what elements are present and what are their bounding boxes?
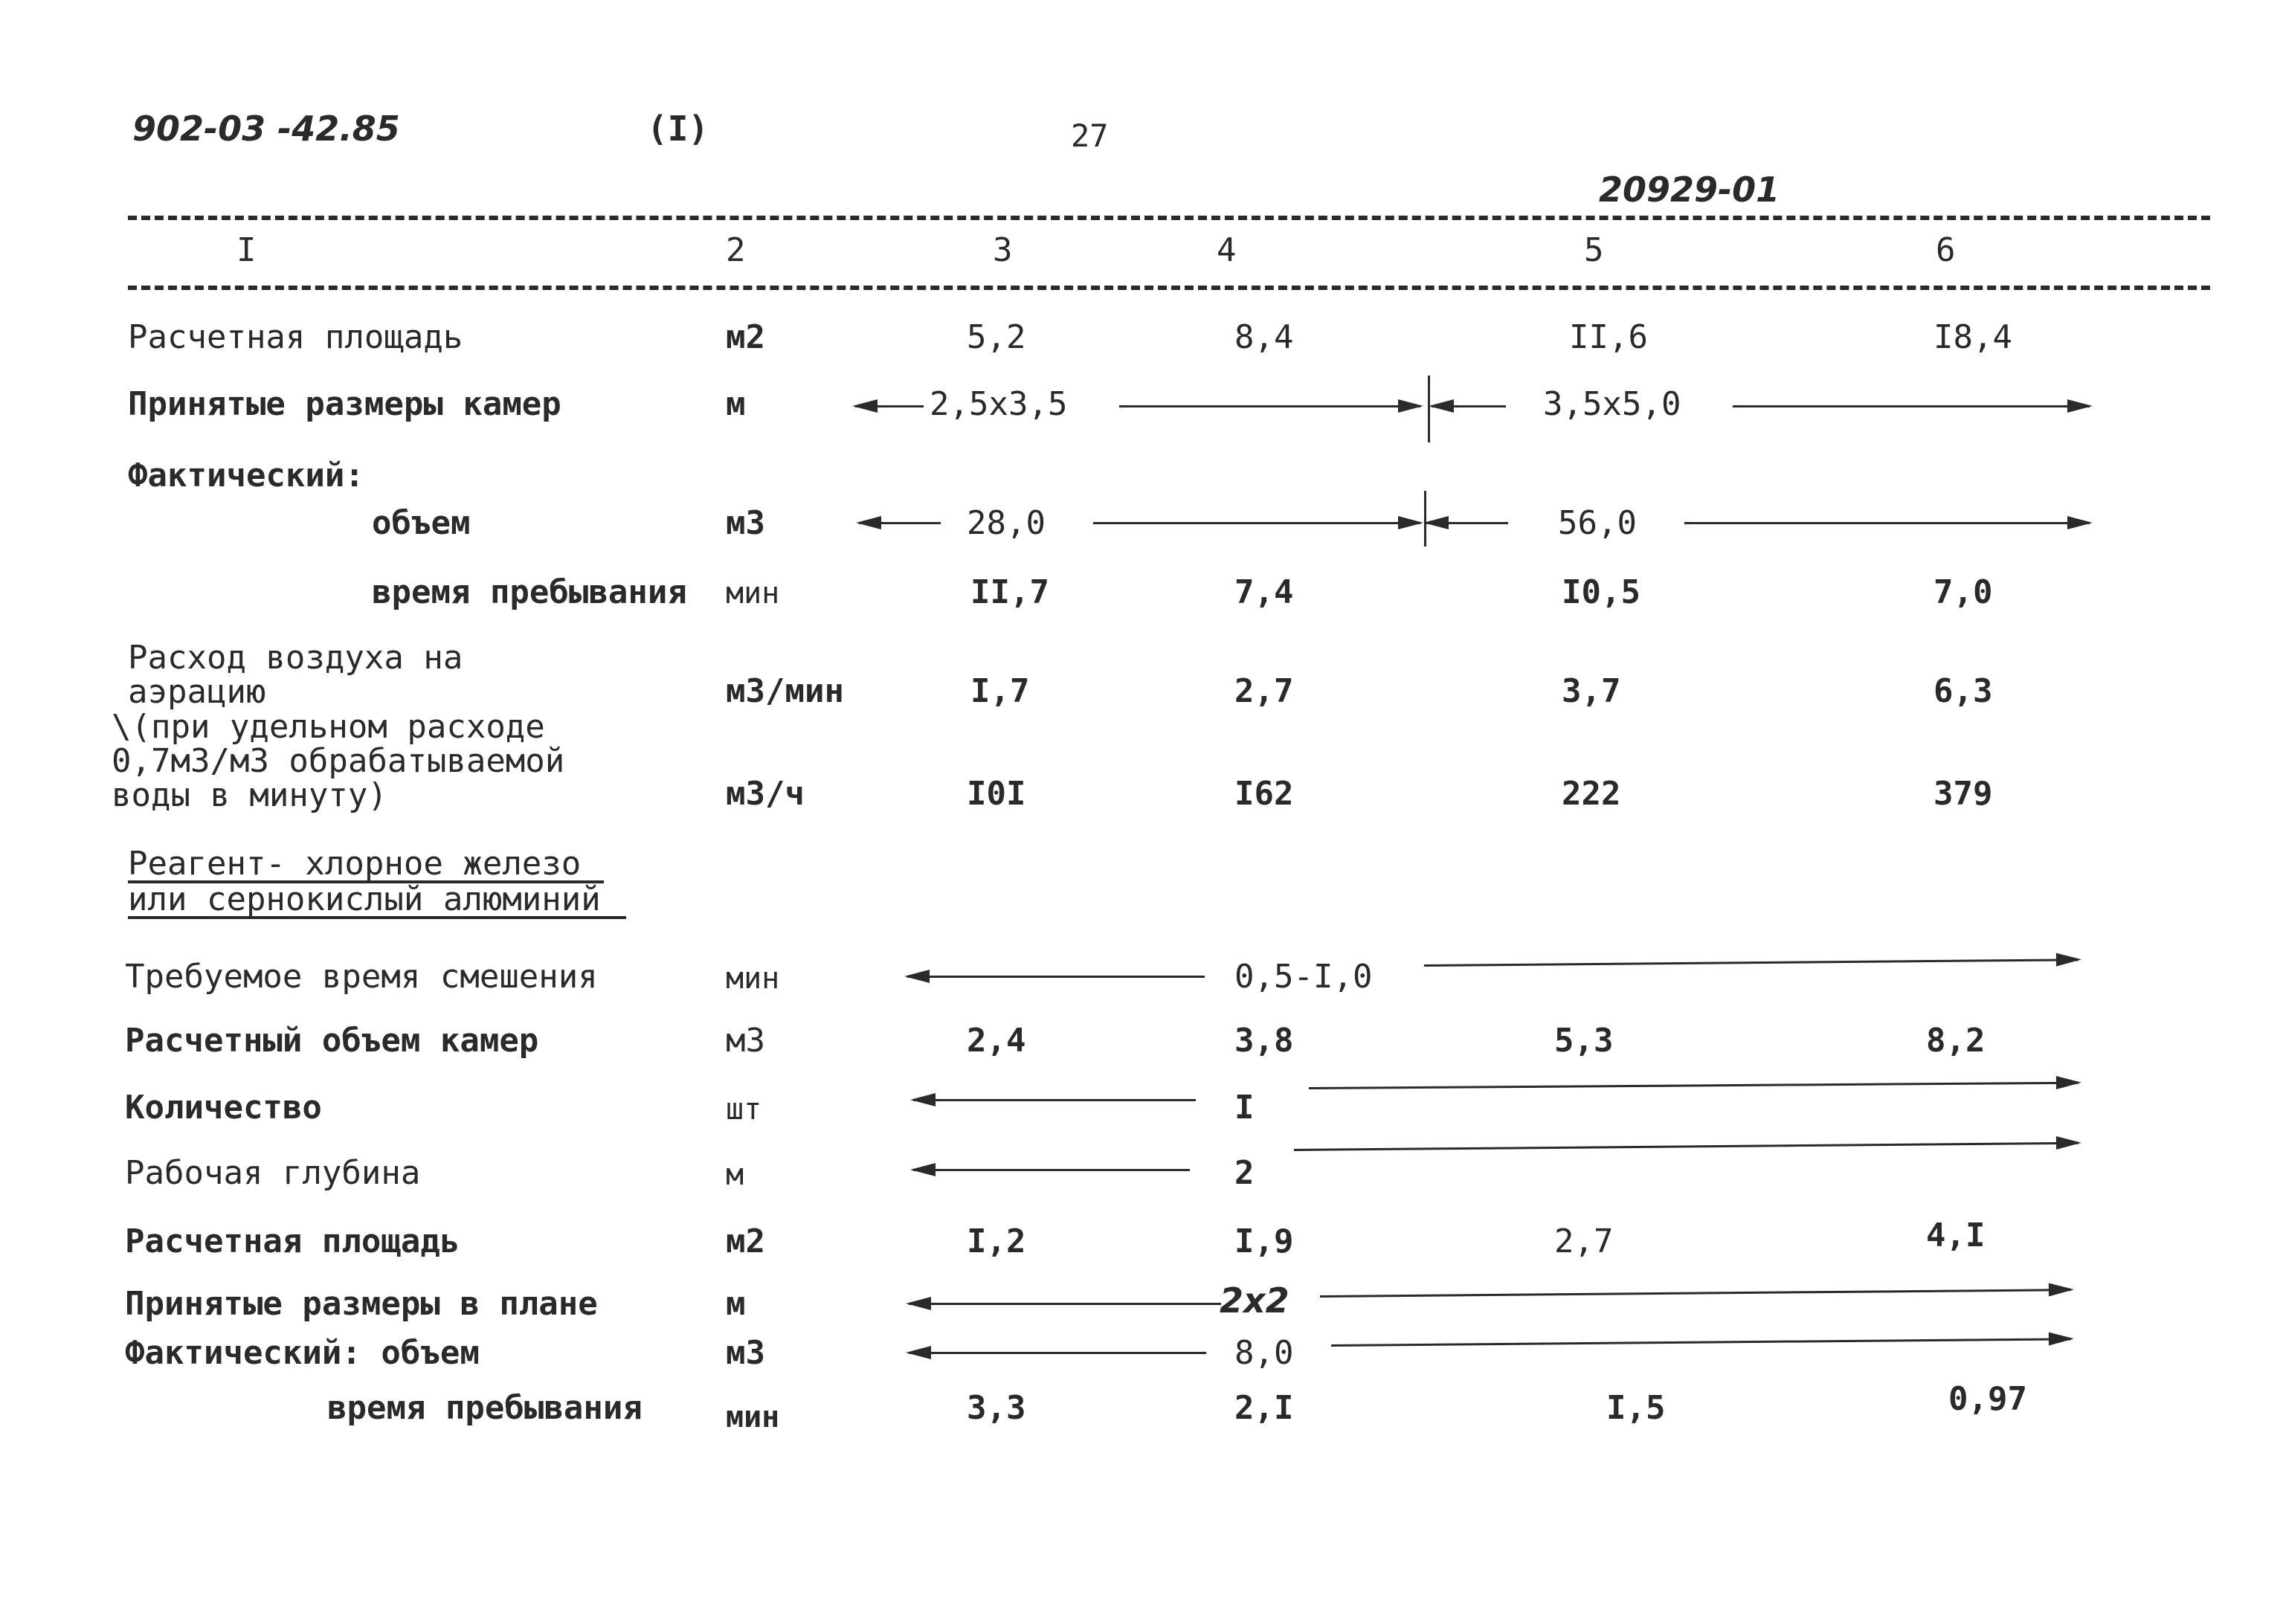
span-arrow-left [909,1352,1206,1354]
span-arrow-left [859,522,941,524]
span-arrow-left [913,1169,1190,1171]
row-unit: м [726,1285,746,1323]
span-arrow-left [1432,405,1506,407]
cell-col4: 3,8 [1234,1022,1294,1060]
cell-col5: I,5 [1606,1389,1666,1427]
span-value-all-cols: 2 [1234,1154,1255,1192]
page-number: 27 [1071,117,1109,154]
row-unit: м3 [726,504,765,542]
row-label-working-depth: Рабочая глубина [125,1154,421,1192]
column-header-1: I [236,231,257,269]
span-arrow-left [855,405,924,407]
row-label-quantity: Количество [125,1089,322,1127]
column-header-3: 3 [993,231,1013,269]
cell-col3: 2,4 [967,1022,1026,1060]
cell-col4: 2,I [1234,1389,1294,1427]
row-label-residence-time-2: время пребывания [327,1389,643,1427]
row-label-plan-size: Принятые размеры в плане [125,1285,598,1323]
cell-col3: I,2 [967,1222,1026,1260]
cell-col3: II,7 [970,573,1049,611]
span-value-all-cols: 8,0 [1234,1334,1294,1372]
span-value-all-cols: I [1234,1089,1255,1127]
cell-col4: 2,7 [1234,672,1294,710]
cell-col4: 8,4 [1234,318,1294,356]
column-header-6: 6 [1936,231,1956,269]
row-unit: м3/мин [726,672,844,710]
row-unit: мин [726,961,780,996]
sheet-code: 20929-01 [1599,170,1780,210]
span-arrow-right [1093,522,1420,524]
cell-col6: 379 [1933,775,1993,813]
span-arrow-right [1424,958,2078,967]
section-heading-reagent-line2: или сернокислый алюминий [128,880,601,918]
row-unit: м [726,385,746,423]
cell-col6: 4,I [1926,1217,1986,1254]
span-value-cols-5-6: 56,0 [1558,504,1637,542]
row-label-chamber-size: Принятые размеры камер [128,385,561,423]
document-code: 902-03 -42.85 [132,109,400,149]
cell-col5: 5,3 [1554,1022,1614,1060]
row-unit: м3 [726,1334,765,1372]
row-label-calc-area-2: Расчетная площадь [125,1222,460,1260]
span-arrow-left [907,976,1205,978]
span-arrow-right [1320,1289,2071,1298]
cell-col6: 7,0 [1933,573,1993,611]
part-number: (I) [647,109,709,149]
row-label-mixing-time: Требуемое время смешения [125,958,598,996]
column-header-4: 4 [1217,231,1237,269]
row-label-actual: Фактический: [128,457,364,494]
row-label-actual-volume: Фактический: объем [125,1334,480,1372]
row-unit: м2 [726,1222,765,1260]
span-arrow-right [1309,1082,2078,1089]
span-arrow-right [1684,522,2090,524]
cell-col6: 0,97 [1948,1380,2027,1418]
span-arrow-left [1426,522,1508,524]
cell-col5: 2,7 [1554,1222,1614,1260]
cell-col4: 7,4 [1234,573,1294,611]
row-label-volume: объем [372,504,471,542]
span-arrow-left [913,1099,1196,1101]
row-unit: м3/ч [726,775,805,813]
row-unit: шт [726,1092,762,1127]
row-unit: м2 [726,318,765,356]
row-unit: м3 [726,1022,765,1060]
span-arrow-right [1294,1142,2078,1151]
cell-col6: I8,4 [1933,318,2012,356]
cell-col5: 222 [1562,775,1621,813]
cell-col4: I,9 [1234,1222,1294,1260]
cell-col5: I0,5 [1562,573,1640,611]
cell-col5: 3,7 [1562,672,1621,710]
row-label-specific-flow-note: \(при удельном расходе 0,7м3/м3 обрабатываемой воды в минуту) [112,708,565,814]
section-heading-reagent: Реагент- хлорное железо [128,845,582,883]
row-label-calc-area: Расчетная площадь [128,318,463,356]
span-value-cols-3-4: 2,5х3,5 [930,385,1068,423]
cell-col3: 5,2 [967,318,1026,356]
cell-col5: II,6 [1569,318,1648,356]
span-arrow-right [1331,1338,2071,1347]
cell-col6: 6,3 [1933,672,1993,710]
row-unit: м [726,1158,744,1192]
span-value-all-cols: 0,5-I,0 [1234,958,1373,996]
section-underline [128,916,626,919]
row-unit: мин [726,1400,780,1434]
span-arrow-right [1119,405,1420,407]
row-label-residence-time: время пребывания [372,573,687,611]
span-value-cols-3-4: 28,0 [967,504,1046,542]
cell-col4: I62 [1234,775,1294,813]
span-arrow-left [909,1303,1221,1305]
column-header-5: 5 [1584,231,1604,269]
row-unit: мин [726,576,780,610]
cell-col3: I,7 [970,672,1030,710]
cell-col3: I0I [967,775,1026,813]
cell-col6: 8,2 [1926,1022,1986,1060]
row-label-calc-volume: Расчетный объем камер [125,1022,539,1060]
span-value-all-cols: 2х2 [1220,1280,1289,1321]
header-rule-bottom [128,286,2210,290]
column-header-2: 2 [726,231,746,269]
span-arrow-right [1733,405,2090,407]
span-value-cols-5-6: 3,5х5,0 [1543,385,1681,423]
row-label-air-flow: Расход воздуха на аэрацию [128,639,463,711]
cell-col3: 3,3 [967,1389,1026,1427]
header-rule-top [128,216,2210,220]
